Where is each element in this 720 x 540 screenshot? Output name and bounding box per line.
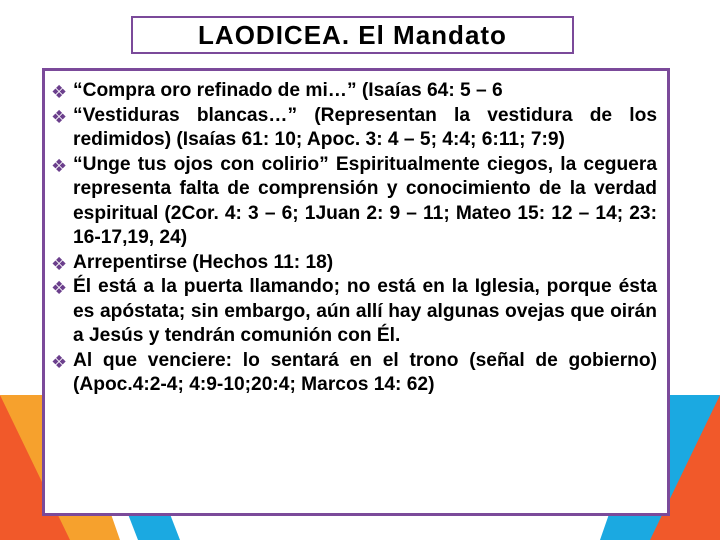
list-item-text: Él está a la puerta llamando; no está en la Iglesia, porque ésta es apóstata; sin embargo, aún allí hay algunas ovejas que oirán a Jesús y tendrán comunión con Él. (73, 276, 657, 346)
diamond-bullet-icon: ❖ (51, 155, 68, 176)
list-item-text: Arrepentirse (Hechos 11: 18) (73, 251, 334, 273)
list-item (51, 275, 657, 349)
diamond-bullet-icon: ❖ (51, 106, 68, 127)
content-box (42, 68, 670, 516)
list-item-text: Al que venciere: lo sentará en el trono (señal de gobierno) (Apoc.4:2-4; 4:9-10;20:4; Marcos 14: 62) (73, 349, 657, 395)
list-item-text: “Unge tus ojos con colirio” Espiritualmente ciegos, la ceguera representa falta de comprensión y conocimiento de la verdad espiritual (2Cor. 4: 3 – 6; 1Juan 2: 9 – 11; Mateo 15: 12 – 14; 23: 16-17,19, 24) (73, 153, 657, 248)
bullet-list (51, 79, 657, 398)
list-item (51, 153, 657, 251)
list-item (51, 349, 657, 398)
list-item (51, 79, 657, 104)
list-item (51, 104, 657, 153)
diamond-bullet-icon: ❖ (51, 253, 68, 274)
slide-title-box (131, 16, 574, 54)
list-item-text: “Vestiduras blancas…” (Representan la vestidura de los redimidos) (Isaías 61: 10; Apoc. 3: 4 – 5; 4:4; 6:11; 7:9) (73, 104, 657, 150)
list-item-text: “Compra oro refinado de mi…” (Isaías 64: 5 – 6 (73, 80, 503, 101)
diamond-bullet-icon: ❖ (51, 278, 68, 298)
diamond-bullet-icon: ❖ (51, 351, 68, 372)
slide-title: LAODICEA. El Mandato (198, 19, 507, 50)
diamond-bullet-icon: ❖ (51, 82, 68, 102)
list-item (51, 251, 657, 276)
